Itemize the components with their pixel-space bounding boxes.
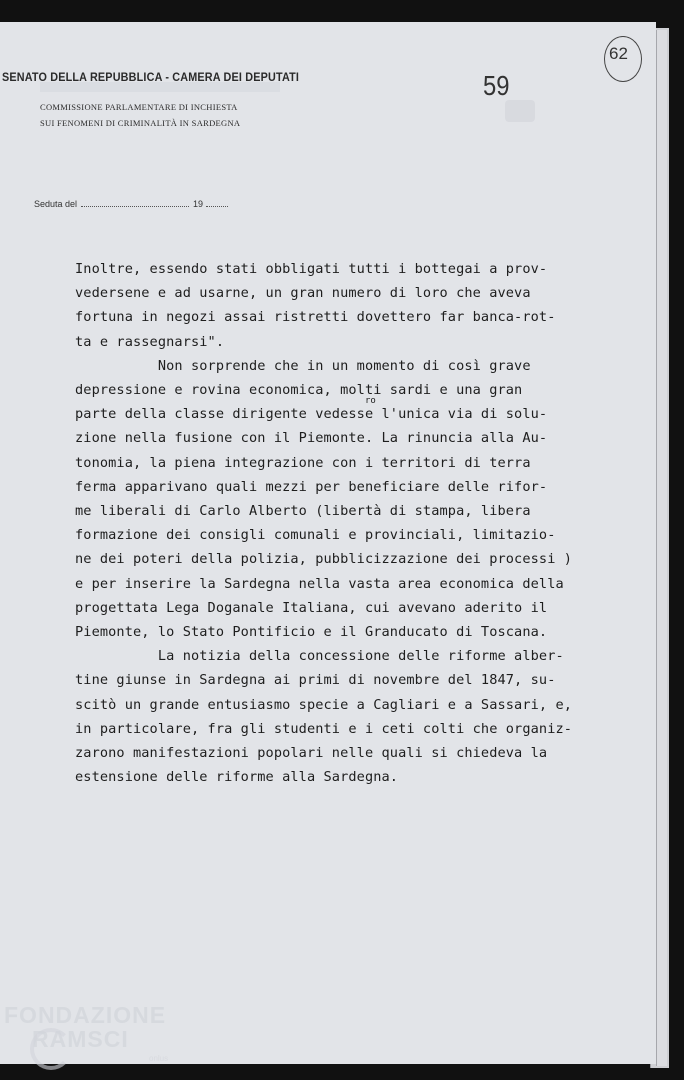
session-label: Seduta del bbox=[34, 199, 78, 209]
body-line: e per inserire la Sardegna nella vasta area economica della bbox=[75, 575, 564, 592]
body-line: estensione delle riforme alla Sardegna. bbox=[75, 769, 399, 786]
watermark-line1: FONDAZIONE bbox=[4, 1002, 167, 1028]
body-line: zarono manifestazioni popolari nelle quali si chiedeva la bbox=[75, 745, 548, 761]
header-institution: SENATO DELLA REPUBBLICA - CAMERA DEI DEPUTATI bbox=[2, 70, 300, 84]
body-line: ne dei poteri della polizia, pubblicizzazione dei processi ) bbox=[75, 551, 573, 568]
body-line: fortuna in negozi assai ristretti dovettero far banca-rot- bbox=[75, 309, 556, 326]
watermark-suffix: onlus bbox=[149, 1054, 169, 1063]
body-line: vedersene e ad usarne, un gran numero di loro che aveva bbox=[75, 285, 531, 302]
watermark-line2: RAMSCI bbox=[32, 1026, 129, 1052]
header-commission-line1: COMMISSIONE PARLAMENTARE DI INCHIESTA bbox=[40, 102, 238, 112]
body-line: La notizia della concessione delle riforme alber- bbox=[75, 648, 564, 665]
body-line: depressione e rovina economica, molti sardi e una gran bbox=[75, 382, 523, 398]
body-line: Inoltre, essendo stati obbligati tutti i bottegai a prov- bbox=[75, 261, 548, 277]
body-line: Non sorprende che in un momento di così grave bbox=[75, 357, 531, 374]
body-line: scitò un grande entusiasmo specie a Cagliari e a Sassari, e, bbox=[75, 696, 573, 713]
header-commission bbox=[40, 99, 240, 131]
body-line: in particolare, fra gli studenti e i ceti colti che organiz- bbox=[75, 720, 573, 737]
body-line: progettata Lega Doganale Italiana, cui avevano aderito il bbox=[75, 599, 548, 616]
circled-number: 62 bbox=[609, 44, 628, 63]
session-year-prefix: 19 bbox=[193, 199, 204, 209]
body-line: formazione dei consigli comunali e provinciali, limitazio- bbox=[75, 527, 556, 544]
session-line bbox=[34, 199, 228, 209]
body-line: ferma apparivano quali mezzi per beneficiare delle rifor- bbox=[75, 478, 548, 495]
body-line: ta e rassegnarsi". bbox=[75, 333, 225, 350]
body-line: zione nella fusione con il Piemonte. La rinuncia alla Au- bbox=[75, 430, 548, 447]
paper-stack-edge-inner bbox=[656, 30, 667, 1066]
interlinear-correction: ro bbox=[365, 396, 376, 406]
page-number: 59 bbox=[483, 70, 510, 101]
session-date-blank bbox=[81, 206, 189, 207]
body-line: Piemonte, lo Stato Pontificio e il Granducato di Toscana. bbox=[75, 624, 548, 640]
body-line: me liberali di Carlo Alberto (libertà di stampa, libera bbox=[75, 503, 531, 519]
body-line: parte della classe dirigente vedesse l'unica via di solu- bbox=[75, 406, 548, 423]
bleed-through-page-number bbox=[505, 100, 535, 122]
header-commission-line2: SUI FENOMENI DI CRIMINALITÀ IN SARDEGNA bbox=[40, 118, 241, 128]
body-line: tonomia, la piena integrazione con i territori di terra bbox=[75, 454, 531, 471]
body-line: tine giunse in Sardegna ai primi di novembre del 1847, su- bbox=[75, 672, 556, 689]
session-year-blank bbox=[206, 206, 228, 207]
